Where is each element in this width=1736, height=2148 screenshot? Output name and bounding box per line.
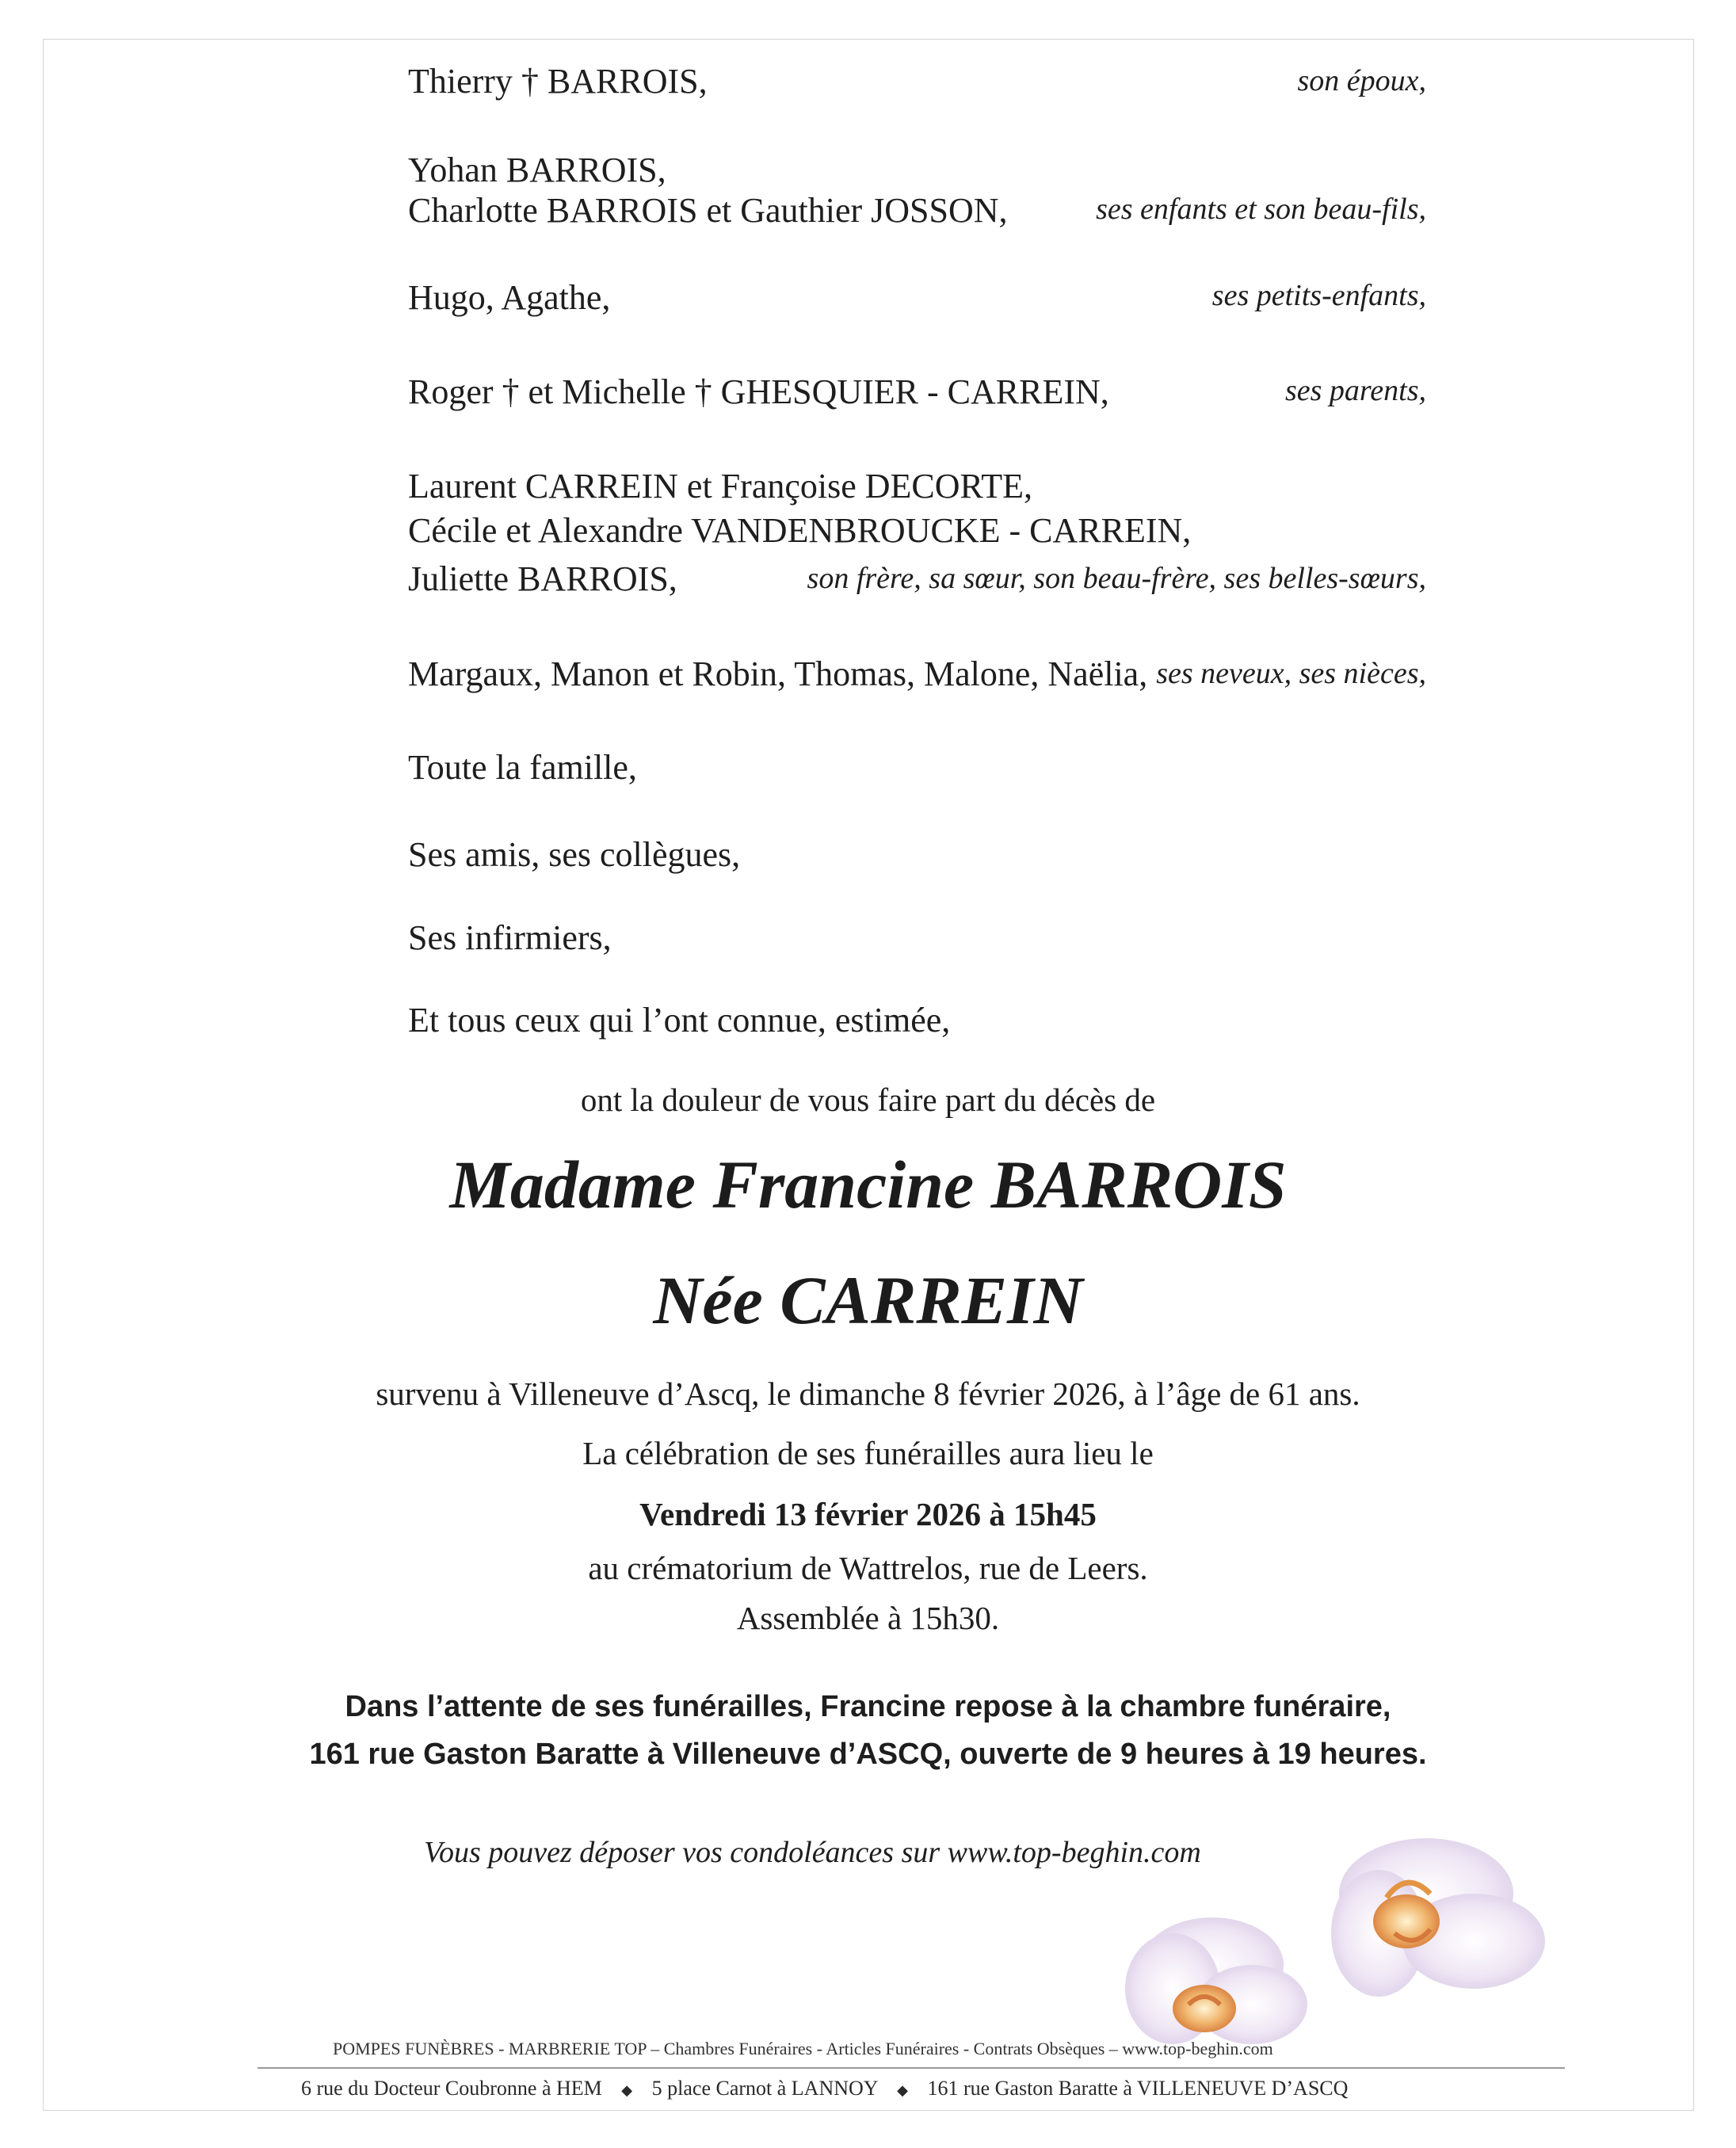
footer-rule bbox=[258, 2067, 1565, 2069]
family-name-6: Laurent CARREIN et Françoise DECORTE, bbox=[408, 467, 1032, 506]
others-2: Ses amis, ses collègues, bbox=[408, 835, 741, 874]
family-name-8: Juliette BARROIS, bbox=[408, 559, 677, 598]
family-relation-4: ses petits-enfants, bbox=[1211, 279, 1426, 312]
family-relation-8: son frère, sa sœur, son beau-frère, ses belles-sœurs, bbox=[807, 562, 1426, 595]
orchid-decoration bbox=[1093, 1822, 1664, 2068]
footer-line-1: POMPES FUNÈBRES - MARBRERIE TOP – Chambres Funéraires - Articles Funéraires - Contrats Obsèques – www.top-beghin.com bbox=[333, 2039, 1273, 2058]
family-name-1: Thierry † BARROIS, bbox=[408, 62, 708, 101]
family-name-2: Yohan BARROIS, bbox=[408, 151, 666, 189]
family-name-4: Hugo, Agathe, bbox=[408, 278, 611, 317]
condolences-text: Vous pouvez déposer vos condoléances sur www.top-beghin.com bbox=[424, 1836, 1201, 1869]
family-relation-5: ses parents, bbox=[1284, 374, 1426, 407]
resting-line-2: 161 rue Gaston Baratte à Villeneuve d’ASCQ, ouverte de 9 heures à 19 heures. bbox=[309, 1738, 1427, 1771]
deceased-maiden-name: Née CARREIN bbox=[653, 1262, 1083, 1338]
announcement-text: ont la douleur de vous faire part du décès de bbox=[580, 1082, 1156, 1118]
diamond-separator-icon: ◆ bbox=[897, 2082, 908, 2098]
diamond-separator-icon: ◆ bbox=[621, 2082, 633, 2098]
resting-line-1: Dans l’attente de ses funérailles, Francine repose à la chambre funéraire, bbox=[345, 1690, 1391, 1723]
family-name-5: Roger † et Michelle † GHESQUIER - CARREIN, bbox=[408, 372, 1109, 411]
others-1: Toute la famille, bbox=[408, 748, 637, 787]
footer-addresses bbox=[301, 2077, 1348, 2100]
family-relation-3: ses enfants et son beau-fils, bbox=[1096, 193, 1426, 226]
family-relation-9: ses neveux, ses nièces, bbox=[1156, 657, 1426, 690]
family-name-9: Margaux, Manon et Robin, Thomas, Malone, Naëlia, bbox=[408, 654, 1148, 693]
assembly-time: Assemblée à 15h30. bbox=[736, 1600, 1000, 1636]
others-4: Et tous ceux qui l’ont connue, estimée, bbox=[408, 1001, 951, 1040]
orchid-left-icon bbox=[1125, 1917, 1307, 2044]
family-relation-1: son époux, bbox=[1297, 64, 1426, 97]
footer-address-lannoy: 5 place Carnot à LANNOY bbox=[651, 2077, 878, 2100]
family-name-7: Cécile et Alexandre VANDENBROUCKE - CARREIN, bbox=[408, 511, 1192, 550]
death-details: survenu à Villeneuve d’Ascq, le dimanche 8 février 2026, à l’âge de 61 ans. bbox=[376, 1375, 1360, 1412]
page-frame bbox=[43, 39, 1694, 2111]
family-name-3: Charlotte BARROIS et Gauthier JOSSON, bbox=[408, 191, 1008, 230]
ceremony-intro: La célébration de ses funérailles aura lieu le bbox=[582, 1435, 1154, 1471]
others-3: Ses infirmiers, bbox=[408, 918, 612, 957]
ceremony-date: Vendredi 13 février 2026 à 15h45 bbox=[639, 1496, 1097, 1532]
footer-address-hem: 6 rue du Docteur Coubronne à HEM bbox=[301, 2077, 602, 2100]
footer-address-villeneuve: 161 rue Gaston Baratte à VILLENEUVE D’ASCQ bbox=[927, 2077, 1349, 2100]
deceased-name: Madame Francine BARROIS bbox=[449, 1146, 1287, 1223]
ceremony-place: au crématorium de Wattrelos, rue de Leers. bbox=[588, 1550, 1148, 1586]
orchid-right-icon bbox=[1331, 1838, 1545, 1997]
